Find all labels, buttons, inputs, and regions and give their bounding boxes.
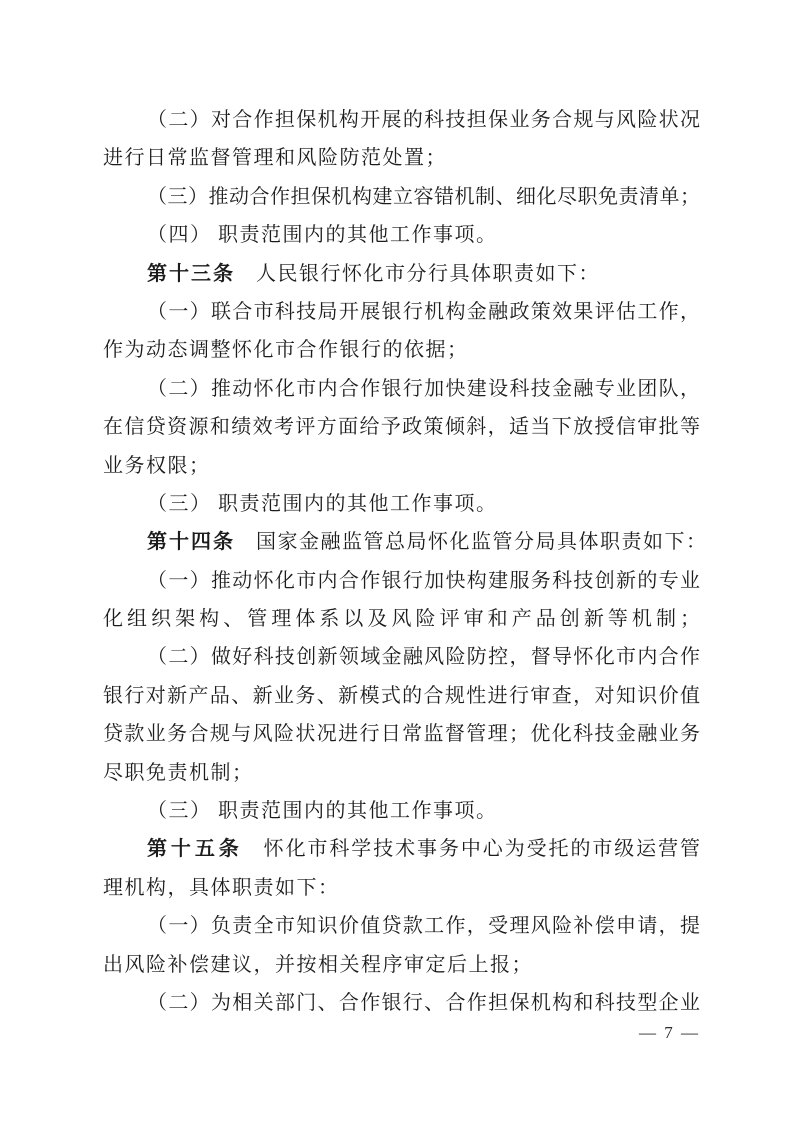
article-number: 第十三条	[147, 262, 235, 285]
text-line: 作为动态调整怀化市合作银行的依据；	[103, 339, 469, 362]
text-line: （一）负责全市知识价值贷款工作，受理风险补偿申请，提	[147, 915, 700, 938]
article-number: 第十五条	[147, 838, 243, 861]
text-line: 贷款业务合规与风险状况进行日常监督管理；优化科技金融业务	[103, 723, 700, 746]
document-body	[103, 101, 708, 1022]
text-line: 出风险补偿建议，并按相关程序审定后上报；	[103, 953, 533, 976]
text-line: （三） 职责范围内的其他工作事项。	[147, 492, 498, 515]
article-heading-text: 怀化市科学技术事务中心为受托的市级运营管	[263, 838, 701, 861]
text-line: 尽职免责机制；	[103, 761, 254, 784]
text-line: （二）做好科技创新领域金融风险防控，督导怀化市内合作	[147, 646, 700, 669]
article-heading-text: 国家金融监管总局怀化监管分局具体职责如下：	[256, 531, 708, 554]
text-line: 业务权限；	[103, 454, 211, 477]
text-line: 化组织架构、管理体系以及风险评审和产品创新等机制；	[103, 608, 700, 631]
text-line: （一）联合市科技局开展银行机构金融政策效果评估工作，	[147, 300, 700, 323]
text-line: （三） 职责范围内的其他工作事项。	[147, 800, 498, 823]
text-line: （二）推动怀化市内合作银行加快建设科技金融专业团队，	[147, 377, 700, 400]
text-line: 在信贷资源和绩效考评方面给予政策倾斜，适当下放授信审批等	[103, 416, 700, 439]
text-line: 理机构，具体职责如下：	[103, 876, 340, 899]
text-line: （一）推动怀化市内合作银行加快构建服务科技创新的专业	[147, 569, 700, 592]
text-line: （四） 职责范围内的其他工作事项。	[147, 224, 498, 247]
article-heading-text: 人民银行怀化市分行具体职责如下：	[256, 262, 600, 285]
article-heading-line	[103, 255, 700, 293]
article-heading-line	[103, 830, 700, 868]
text-line: （二）对合作担保机构开展的科技担保业务合规与风险状况	[147, 109, 700, 131]
page-number: — 7 —	[639, 1023, 700, 1042]
article-number: 第十四条	[147, 531, 235, 554]
text-line: 银行对新产品、新业务、新模式的合规性进行审查，对知识价值	[103, 684, 700, 707]
text-line: 进行日常监督管理和风险防范处置；	[103, 147, 447, 170]
text-line: （二）为相关部门、合作银行、合作担保机构和科技型企业	[147, 991, 700, 1014]
text-line: （三）推动合作担保机构建立容错机制、细化尽职免责清单；	[147, 185, 700, 208]
article-heading-line	[103, 523, 708, 561]
